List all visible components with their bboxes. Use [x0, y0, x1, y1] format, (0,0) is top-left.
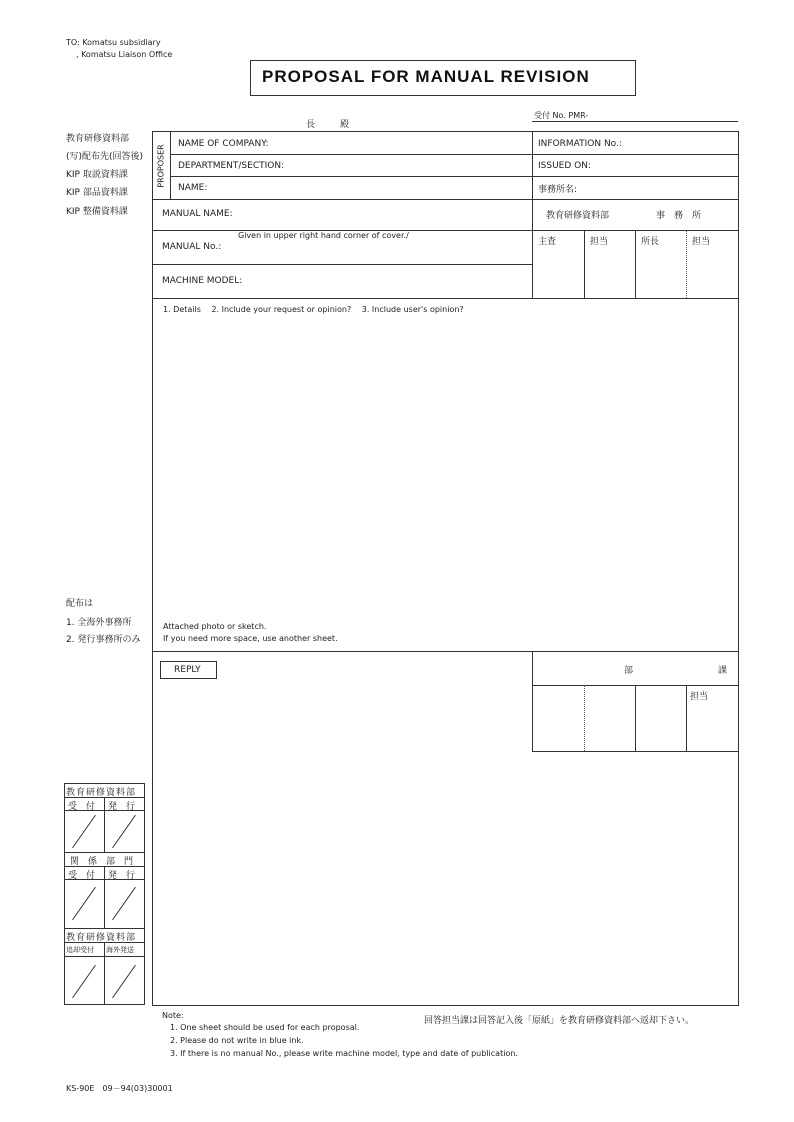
reply-staff-label: 担当: [690, 692, 709, 702]
manual-number-label: MANUAL No.:: [162, 242, 222, 252]
proposer-side-label: PROPOSER: [156, 144, 166, 188]
return-instruction: 回答担当課は回答記入後「原紙」を教育研修資料部へ返却下さい。: [424, 1016, 695, 1026]
manual-name-label: MANUAL NAME:: [162, 209, 233, 219]
reply-dept-label: 部: [624, 666, 634, 676]
approval-col-manager: 所長: [641, 237, 660, 247]
distribution-option-1: 1. 全海外事務所: [66, 618, 132, 628]
more-space-note: If you need more space, use another sheet.: [163, 634, 338, 643]
form-code: KS-90E 09－94(03)30001: [66, 1084, 173, 1093]
routing-item: KIP 整備資料課: [66, 207, 128, 217]
note-item: 3. If there is no manual No., please write machine model, type and date of publication.: [170, 1049, 518, 1058]
company-name-label: NAME OF COMPANY:: [178, 139, 269, 149]
name-label: NAME:: [178, 183, 208, 193]
information-number-label: INFORMATION No.:: [538, 139, 622, 149]
to-line-2: , Komatsu Liaison Office: [76, 50, 173, 59]
note-item: 2. Please do not write in blue ink.: [170, 1036, 304, 1045]
distribution-heading: 配布は: [66, 599, 94, 609]
routing-item: KIP 取説資料課: [66, 170, 128, 180]
approval-col-staff: 担当: [590, 237, 609, 247]
details-input-area[interactable]: [155, 318, 735, 618]
department-label: DEPARTMENT/SECTION:: [178, 161, 285, 171]
routing-item: KIP 部品資料課: [66, 188, 128, 198]
stamp-col-overseas-shipment: 海外発送: [106, 946, 134, 954]
receipt-number-label: 受付 No. PMR-: [534, 111, 589, 120]
issued-on-label: ISSUED ON:: [538, 161, 591, 171]
machine-model-label: MACHINE MODEL:: [162, 276, 243, 286]
routing-item: 教育研修資料部: [66, 134, 130, 144]
notes-heading: Note:: [162, 1011, 184, 1020]
to-line-1: TO: Komatsu subsidiary: [66, 38, 161, 47]
reply-input-area[interactable]: [155, 690, 527, 1000]
distribution-option-2: 2. 発行事務所のみ: [66, 635, 141, 645]
reply-section-label: 課: [718, 666, 728, 676]
stamp-col-return-received: 追却受付: [66, 946, 94, 954]
approval-dept-label: 教育研修資料部: [546, 211, 610, 221]
stamp-title: 教育研修資料部: [66, 788, 137, 798]
office-name-label: 事務所名:: [538, 185, 578, 195]
details-instructions: 1. Details 2. Include your request or opinion? 3. Include user's opinion?: [163, 305, 464, 314]
reply-label: REPLY: [174, 665, 201, 675]
addressee: 長 殿: [306, 120, 358, 130]
stamp-col-received: 受 付: [68, 871, 96, 881]
approval-col-chief: 主査: [538, 237, 557, 247]
approval-office-label: 事 務 所: [656, 211, 702, 221]
note-item: 1. One sheet should be used for each proposal.: [170, 1023, 360, 1032]
page-title: PROPOSAL FOR MANUAL REVISION: [262, 67, 590, 86]
attached-photo-note: Attached photo or sketch.: [163, 622, 267, 631]
routing-item: (写)配布先(回答後): [66, 152, 144, 162]
stamp-col-received: 受 付: [68, 802, 96, 812]
stamp-col-issued: 発 行: [108, 802, 136, 812]
manual-number-hint: Given in upper right hand corner of cover./: [238, 231, 409, 240]
stamp-title: 教育研修資料部: [66, 933, 137, 943]
approval-col-staff-2: 担当: [692, 237, 711, 247]
stamp-col-issued: 発 行: [108, 871, 136, 881]
stamp-title: 関 係 部 門: [70, 857, 134, 867]
